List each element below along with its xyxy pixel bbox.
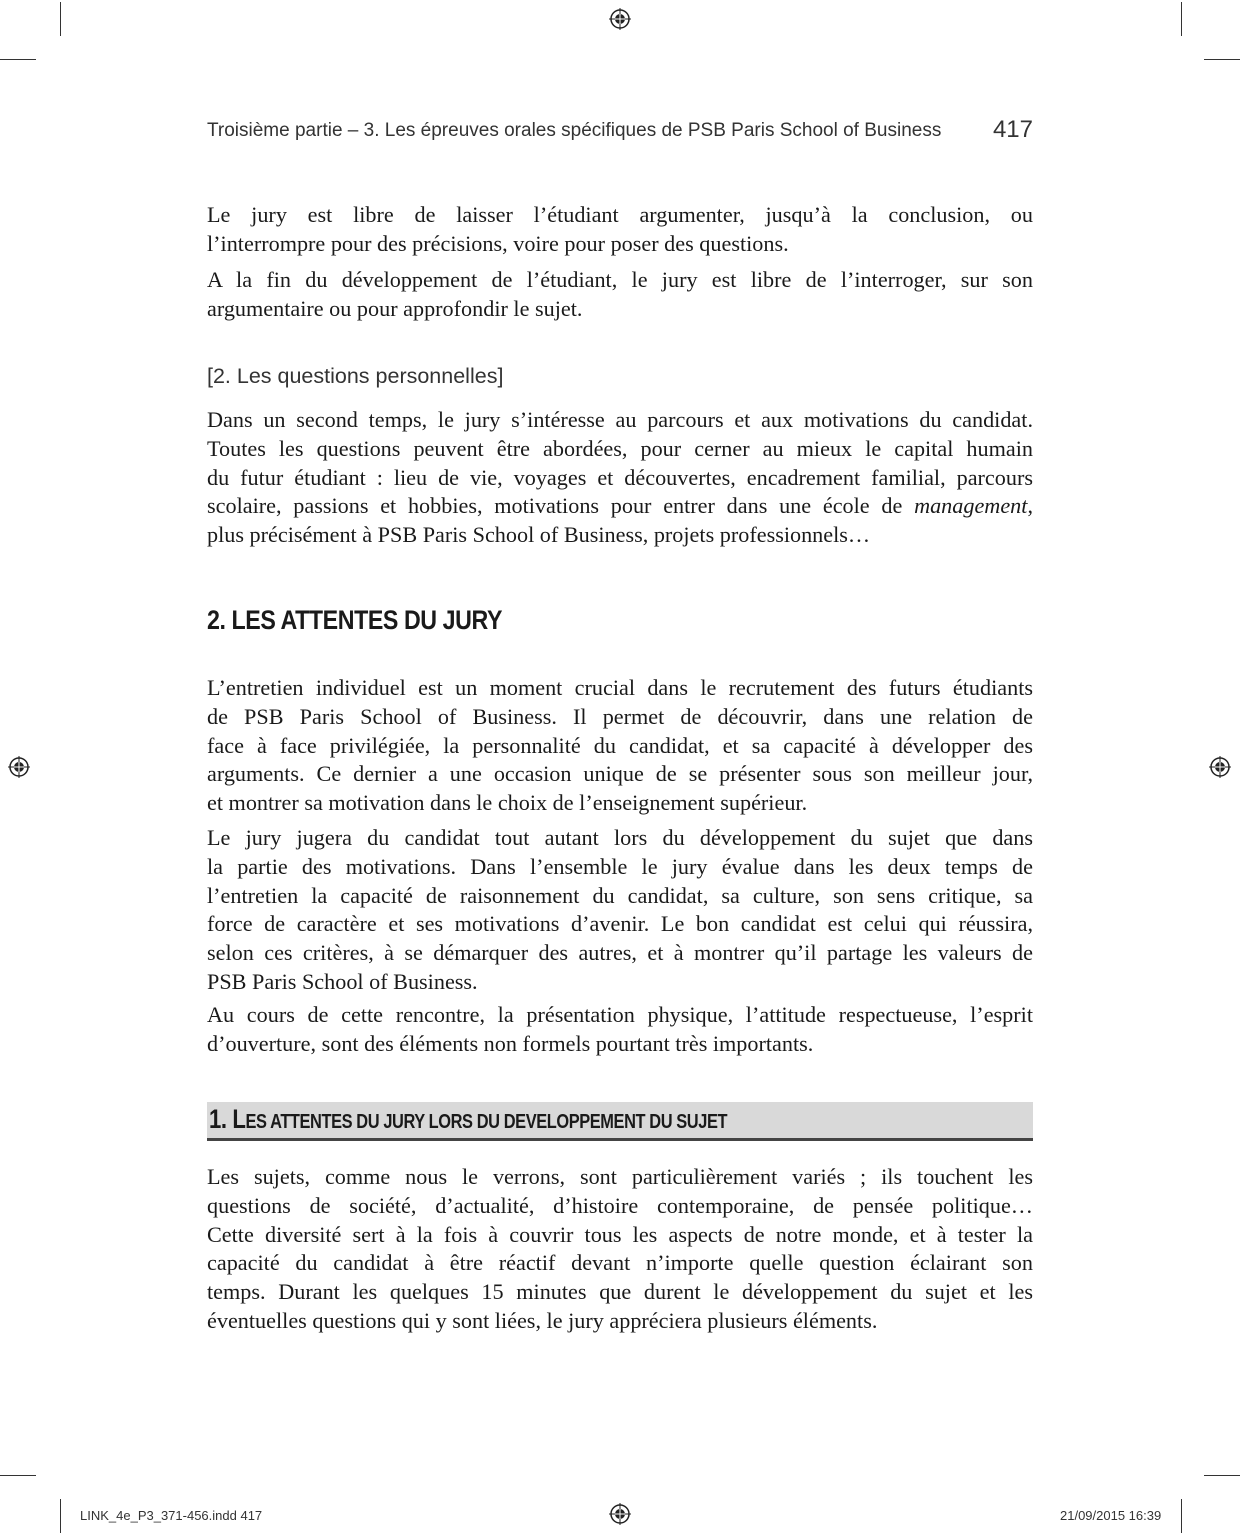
subsection-heading xyxy=(209,1104,727,1135)
text-line: éventuelles questions qui y sont liées, le jury appréciera plusieurs éléments. xyxy=(207,1307,878,1333)
text-segment: scolaire, passions et hobbies, motivations pour entrer dans une école de xyxy=(207,493,915,519)
crop-mark-top-right xyxy=(1181,2,1182,36)
text-line: et montrer sa motivation dans le choix de l’enseignement supérieur. xyxy=(207,790,808,816)
footer-date-slug: 21/09/2015 16:39 xyxy=(1060,1508,1162,1523)
text-line: temps. Durant les quelques 15 minutes que durent le développement du sujet et les xyxy=(207,1279,1033,1305)
text-line: Toutes les questions peuvent être abordées, pour cerner au mieux le capital humain xyxy=(207,435,1033,461)
intro-paragraph-2 xyxy=(207,266,1033,324)
section2-paragraph-2 xyxy=(207,824,1033,997)
registration-mark-bottom-icon xyxy=(609,1503,631,1525)
text-line: de PSB Paris School of Business. Il permet de découvrir, dans une relation de xyxy=(207,703,1033,729)
text-line: force de caractère et ses motivations d’avenir. Le bon candidat est celui qui réussira, xyxy=(207,911,1033,937)
page-number: 417 xyxy=(992,116,1033,143)
registration-mark-left-icon xyxy=(8,756,30,778)
text-line: selon ces critères, à se démarquer des autres, et à montrer qu’il partage les valeurs de xyxy=(207,940,1033,966)
personal-questions-paragraph xyxy=(207,406,1033,550)
text-line: Cette diversité sert à la fois à couvrir tous les aspects de notre monde, et à tester la xyxy=(207,1221,1033,1247)
subheading-personal-questions: [2. Les questions personnelles] xyxy=(207,364,504,388)
text-line: argumentaire ou pour approfondir le sujet. xyxy=(207,295,583,321)
intro-paragraph-1 xyxy=(207,201,1033,259)
text-line xyxy=(207,492,1033,521)
text-line: L’entretien individuel est un moment crucial dans le recrutement des futurs étudiants xyxy=(207,675,1033,700)
crop-mark-bottom-right xyxy=(1181,1499,1182,1533)
text-line: A la fin du développement de l’étudiant, le jury est libre de l’interroger, sur son xyxy=(207,267,1033,292)
running-head-title: Troisième partie – 3. Les épreuves orales spécifiques de PSB Paris School of Business xyxy=(207,120,942,141)
section2-paragraph-1 xyxy=(207,674,1033,818)
text-line: Au cours de cette rencontre, la présentation physique, l’attitude respectueuse, l’esprit xyxy=(207,1002,1033,1027)
footer-file-slug: LINK_4e_P3_371-456.indd 417 xyxy=(80,1508,263,1523)
text-line: capacité du candidat à être réactif devant n’importe quelle question éclairant son xyxy=(207,1250,1033,1276)
text-line: Le jury est libre de laisser l’étudiant argumenter, jusqu’à la conclusion, ou xyxy=(207,202,1033,227)
subsection-paragraph xyxy=(207,1163,1033,1336)
text-line: l’interrompre pour des précisions, voire pour poser des questions. xyxy=(207,230,789,256)
text-line: face à face privilégiée, la personnalité du candidat, et sa capacité à développer des xyxy=(207,732,1033,758)
emphasis-management: management xyxy=(914,493,1028,519)
section-heading: 2. LES ATTENTES DU JURY xyxy=(207,605,503,635)
text-line: questions de société, d’actualité, d’histoire contemporaine, de pensée politique… xyxy=(207,1192,1033,1218)
subsection-heading-number: 1. L xyxy=(209,1104,246,1134)
crop-mark-top-left xyxy=(60,2,61,36)
crop-mark-left-top xyxy=(0,59,36,60)
text-line: Dans un second temps, le jury s’intéresse au parcours et aux motivations du candidat. xyxy=(207,407,1033,432)
registration-mark-right-icon xyxy=(1209,756,1231,778)
crop-mark-left-bottom xyxy=(0,1475,36,1476)
text-line: Le jury jugera du candidat tout autant lors du développement du sujet que dans xyxy=(207,825,1033,850)
text-line: l’entretien la capacité de raisonnement du candidat, sa culture, son sens critique, sa xyxy=(207,882,1033,908)
crop-mark-right-top xyxy=(1204,59,1240,60)
crop-mark-bottom-left xyxy=(60,1499,61,1533)
crop-mark-right-bottom xyxy=(1204,1475,1240,1476)
registration-mark-top-icon xyxy=(609,8,631,30)
text-line: arguments. Ce dernier a une occasion unique de se présenter sous son meilleur jour, xyxy=(207,761,1033,787)
section2-paragraph-3 xyxy=(207,1001,1033,1059)
text-line: plus précisément à PSB Paris School of Business, projets professionnels… xyxy=(207,522,871,548)
text-line: la partie des motivations. Dans l’ensemble le jury évalue dans les deux temps de xyxy=(207,853,1033,879)
text-line: du futur étudiant : lieu de vie, voyages et découvertes, encadrement familial, parcours xyxy=(207,464,1033,490)
text-line: PSB Paris School of Business. xyxy=(207,968,478,994)
running-head xyxy=(207,116,1033,146)
text-segment: , xyxy=(1027,493,1033,519)
text-line: d’ouverture, sont des éléments non formels pourtant très importants. xyxy=(207,1030,814,1056)
text-line: Les sujets, comme nous le verrons, sont particulièrement variés ; ils touchent les xyxy=(207,1164,1033,1189)
subsection-heading-text: ES ATTENTES DU JURY LORS DU DEVELOPPEMENT DU SUJET xyxy=(245,1111,728,1133)
